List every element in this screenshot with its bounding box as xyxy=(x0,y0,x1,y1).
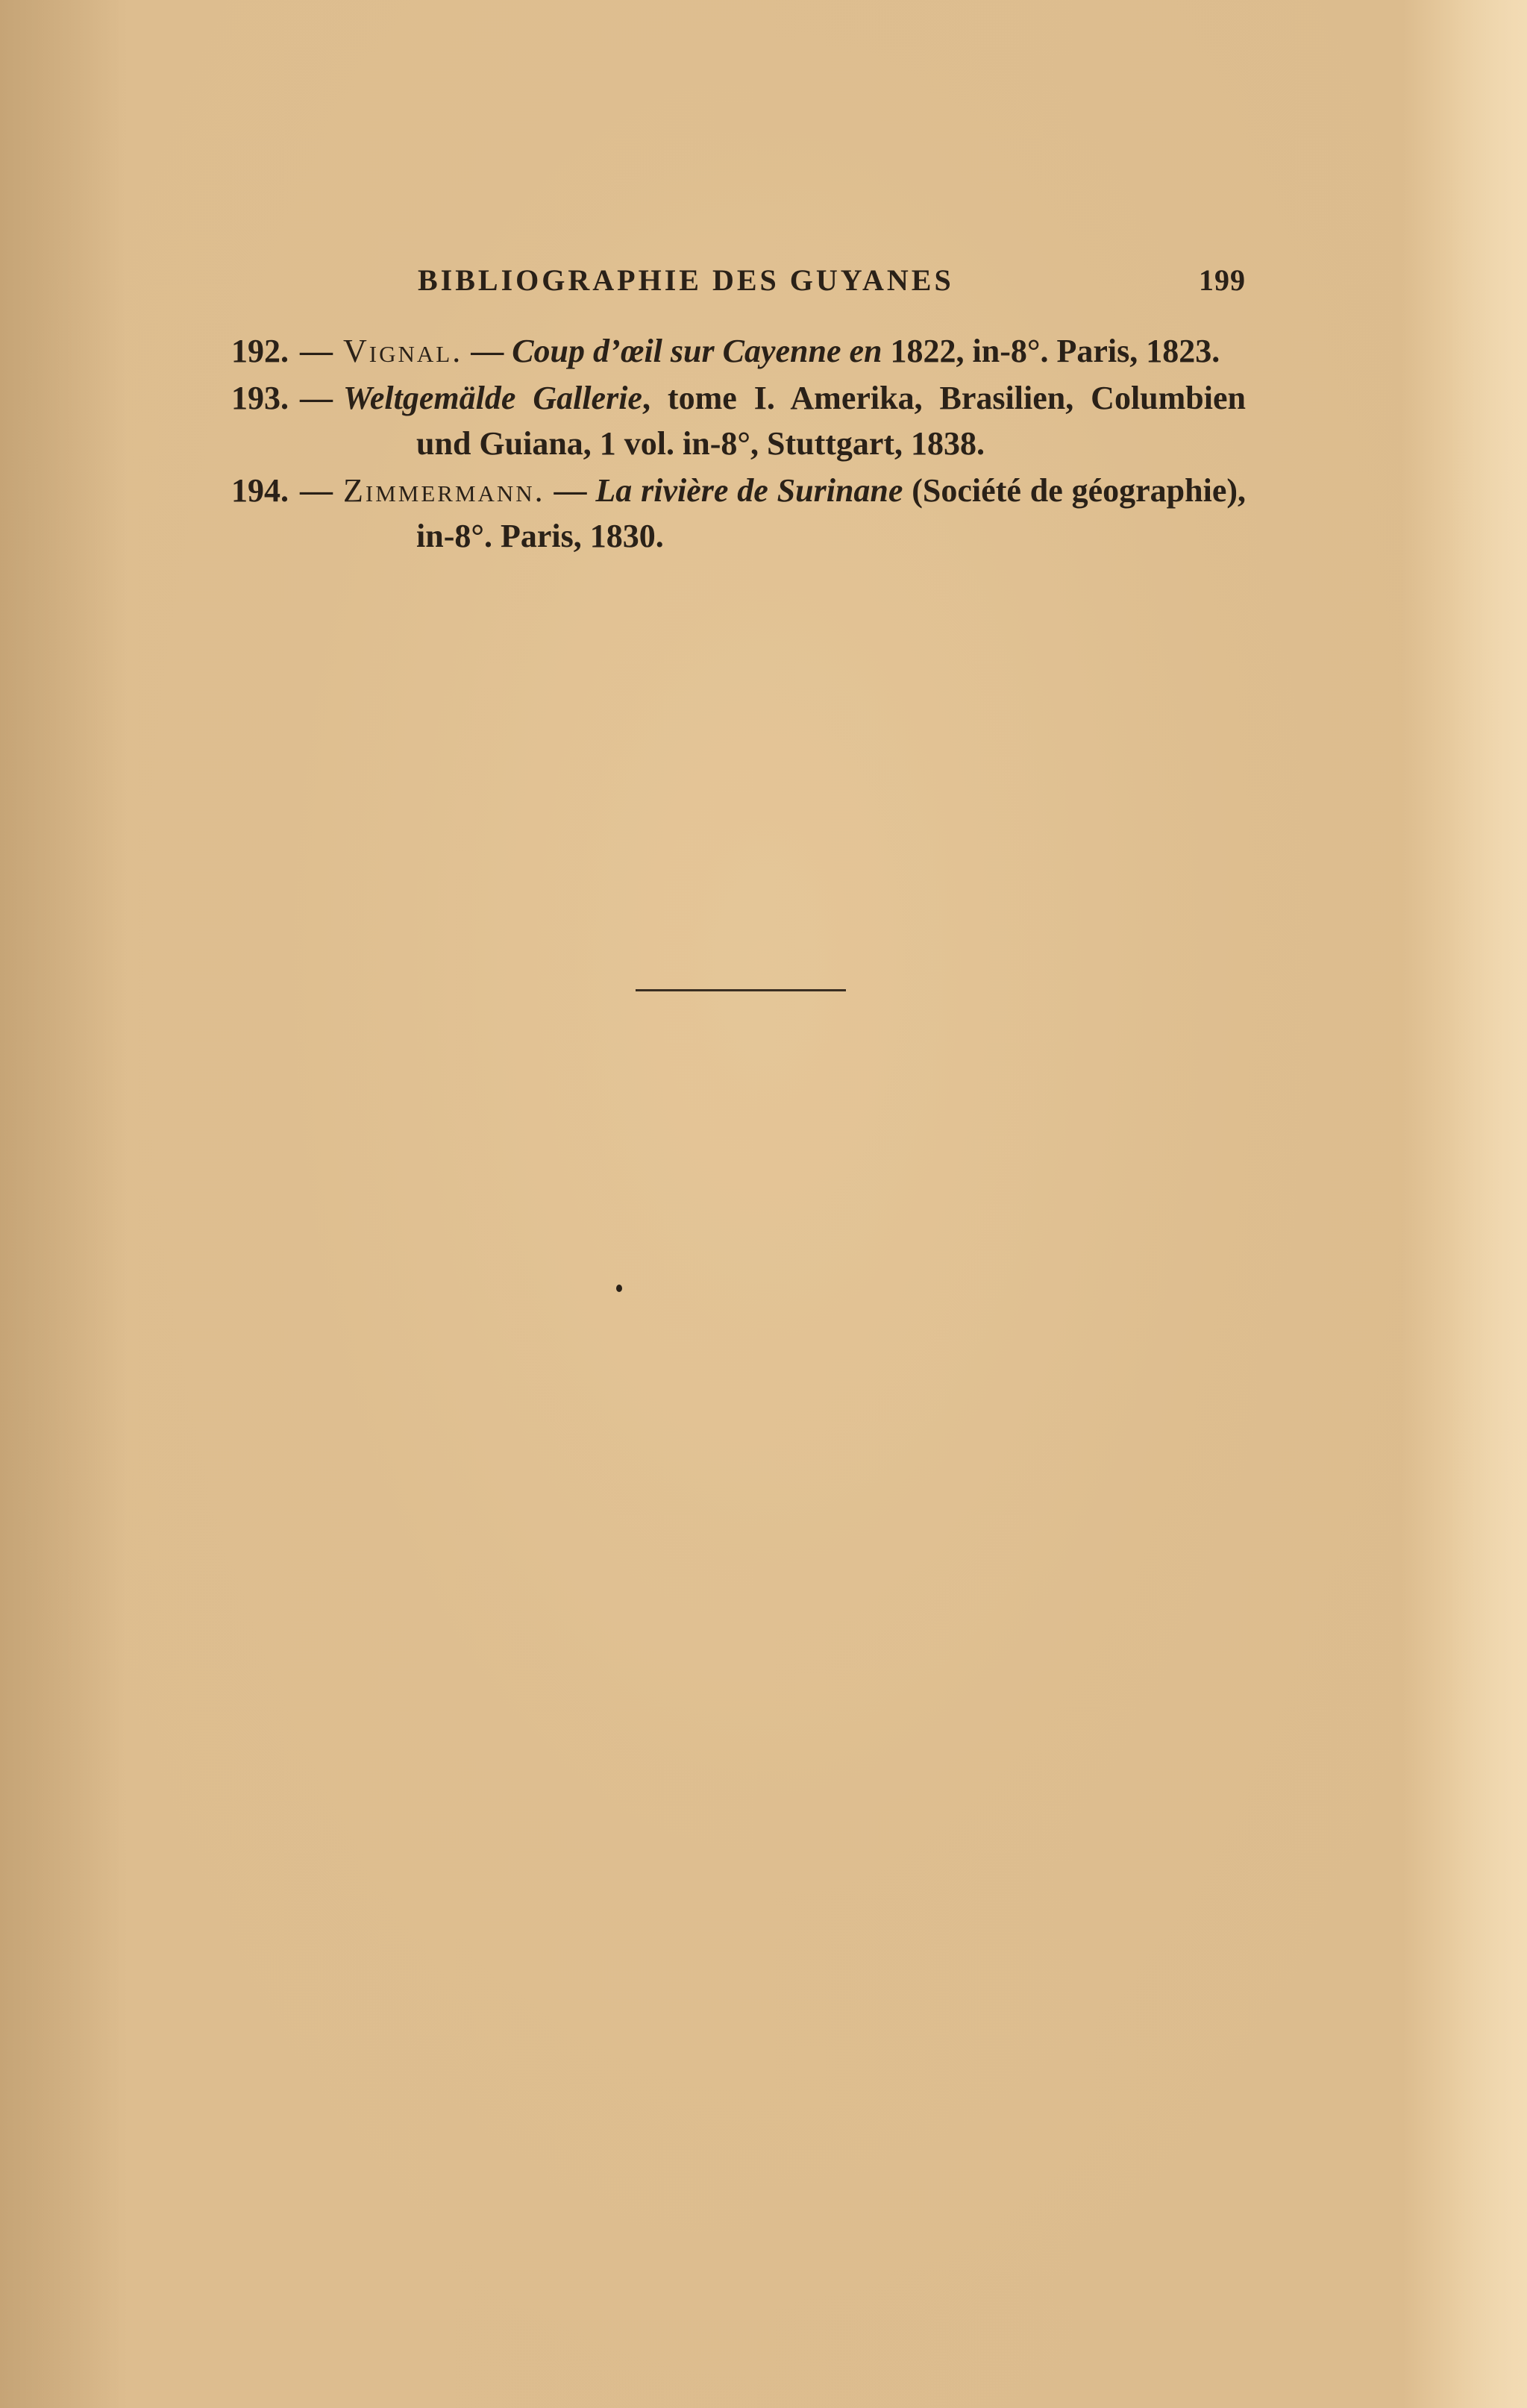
running-head xyxy=(418,263,1246,300)
entry-number: 193. xyxy=(231,380,289,416)
entry-details: , tome I. Amerika, Brasilien, Columbien und Guiana, 1 vol. in-8°, Stuttgart, 1838. xyxy=(416,380,1246,462)
entry-author: Zimmermann. xyxy=(343,472,545,509)
running-title: BIBLIOGRAPHIE DES GUYANES xyxy=(418,263,954,297)
bibliography-entries xyxy=(231,328,1246,560)
ink-speck xyxy=(616,1285,622,1292)
entry-details: (Société de géographie), in-8°. Paris, 1830. xyxy=(416,472,1246,554)
entry-details: 1822, in-8°. Paris, 1823. xyxy=(882,333,1220,369)
paper-edge-right xyxy=(1452,0,1527,2408)
entry-dash: — xyxy=(300,472,333,509)
entry-number: 194. xyxy=(231,472,289,509)
bibliography-entry-194 xyxy=(231,468,1246,559)
bibliography-entry-192 xyxy=(231,328,1246,374)
entry-dash: — xyxy=(300,333,333,369)
bibliography-entry-193 xyxy=(231,375,1246,466)
entry-number: 192. xyxy=(231,333,289,369)
entry-author: Vignal. xyxy=(343,333,463,369)
entry-title: Weltgemälde Gallerie xyxy=(343,380,642,416)
entry-title: La rivière de Surinane xyxy=(595,472,903,509)
entry-separator: — xyxy=(545,472,596,509)
entry-separator: — xyxy=(463,333,512,369)
paper-shadow-left xyxy=(0,0,127,2408)
page-number: 199 xyxy=(1199,263,1246,297)
entry-dash: — xyxy=(300,380,333,416)
entry-title: Coup d’œil sur Cayenne en xyxy=(512,333,882,369)
section-end-rule xyxy=(636,989,846,991)
